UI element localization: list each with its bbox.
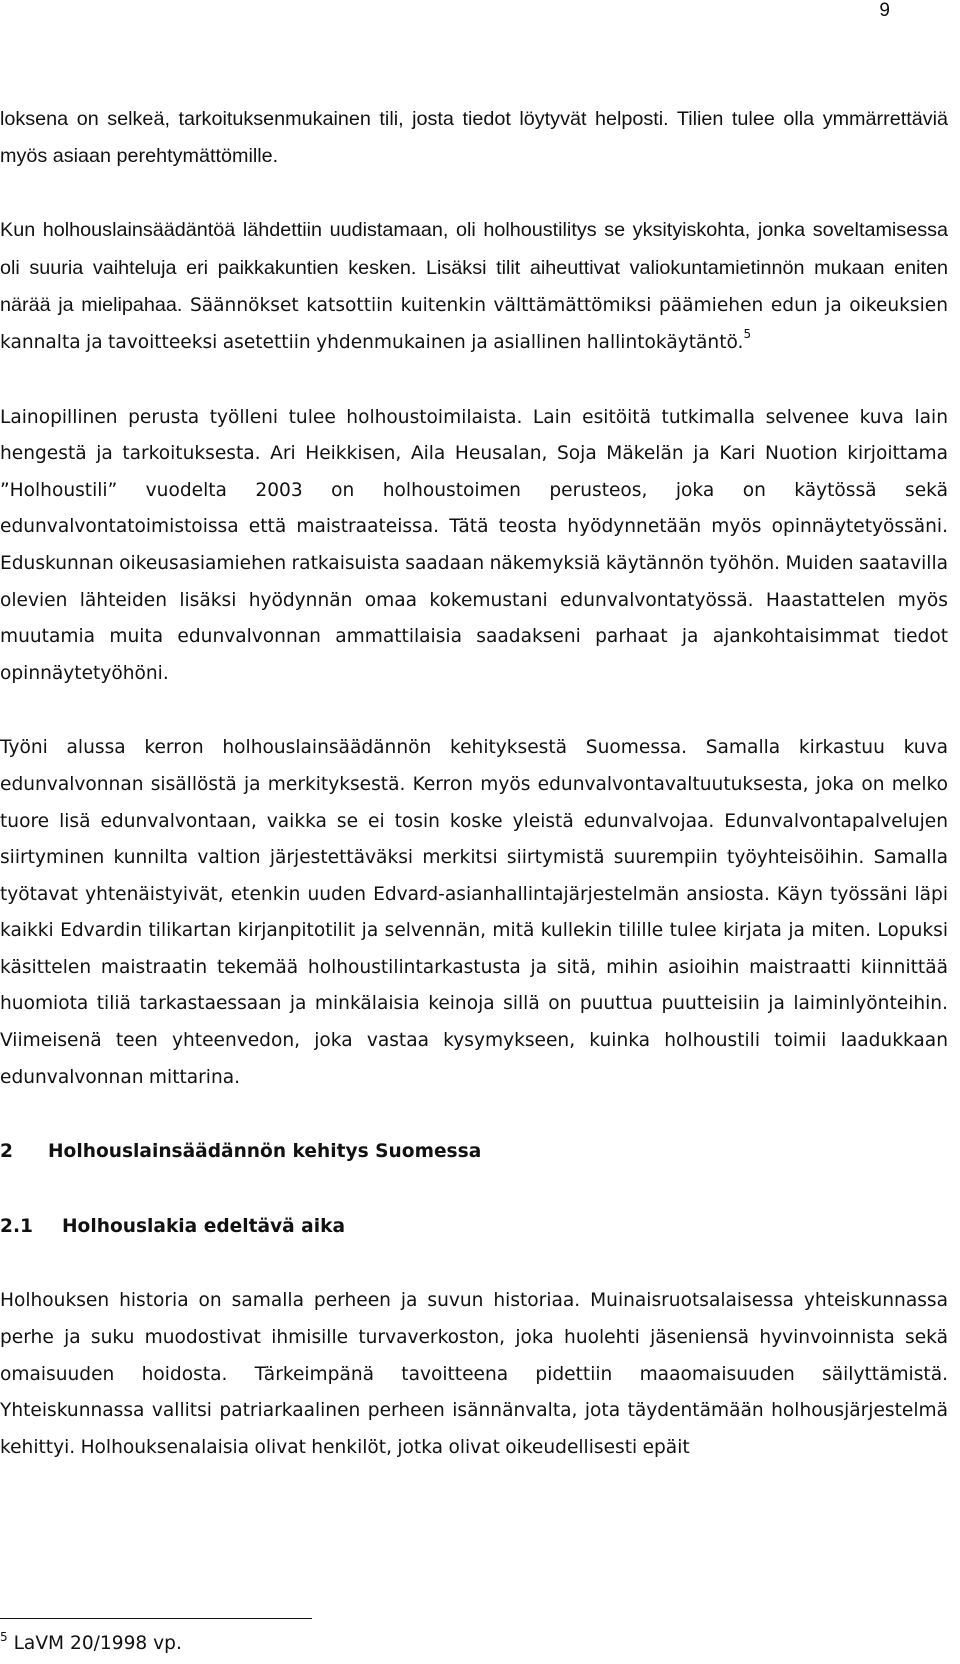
footnote-reference[interactable]: 5 xyxy=(743,326,752,341)
subsection-heading xyxy=(0,1209,948,1246)
page-number: 9 xyxy=(879,0,890,21)
subsection-title: Holhouslakia edeltävä aika xyxy=(62,1215,346,1237)
section-title: Holhouslainsäädännön kehitys Suomessa xyxy=(48,1141,482,1163)
paragraph-2-part-b: Säännökset katsottiin kuitenkin välttämättömiksi päämiehen edun ja oikeuksien kannalta ja tavoitteeksi asetettiin yhdenmukainen ja asiallinen hallintokäytäntö. xyxy=(0,295,948,353)
paragraph-5: Holhouksen historia on samalla perheen ja suvun historiaa. Muinaisruotsalaisessa yhteiskunnassa perhe ja suku muodostivat ihmisille turvaverkoston, joka huolehti jäseniensä hyvinvoinnista sekä omaisuuden hoidosta. Tärkeimpänä tavoitteena pidettiin maaomaisuuden säilyttämistä. Yhteiskunnassa vallitsi patriarkaalinen perheen isännänvalta, jota täydentämään holhousjärjestelmä kehittyi. Holhouksenalaisia olivat henkilöt, jotka olivat oikeudellisesti epäit xyxy=(0,1290,948,1458)
section-heading xyxy=(0,1134,948,1171)
paragraph-2 xyxy=(0,212,948,361)
paragraph-2-part-a: Kun holhouslainsäädäntöä lähdettiin uudistamaan, oli holhoustilitys se yksityiskohta, jonka soveltamisessa oli suuria vaihteluja eri paikkakuntien kesken. Lisäksi tilit aiheuttivat valiokuntamietinnön mukaan eniten närää ja mielipahaa. xyxy=(0,219,948,317)
subsection-number: 2.1 xyxy=(0,1215,33,1237)
footnote-text: LaVM 20/1998 vp. xyxy=(13,1633,182,1654)
paragraph-4: Työni alussa kerron holhouslainsäädännön kehityksestä Suomessa. Samalla kirkastuu kuva edunvalvonnan sisällöstä ja merkityksestä. Kerron myös edunvalvontavaltuutuksesta, joka on melko tuore lisä edunvalvontaan, vaikka se ei tosin koske yleistä edunvalvojaa. Edunvalvontapalvelujen siirtyminen kunnilta valtion järjestettäväksi merkitsi siirtymistä suurempiin työyhteisöihin. Samalla työtavat yhtenäistyivät, etenkin uuden Edvard-asianhallintajärjestelmän ansiosta. Käyn työssäni läpi kaikki Edvardin tilikartan kirjanpitotilit ja selvennän, mitä kullekin tilille tulee kirjata ja miten. Lopuksi käsittelen maistraatin tekemää holhoustilintarkastusta ja sitä, mihin asioihin maistraatti kiinnittää huomiota tiliä tarkastaessaan ja minkälaisia keinoja sillä on puuttua puutteisiin ja laiminlyönteihin. Viimeisenä teen yhteenvedon, joka vastaa kysymykseen, kuinka holhoustili toimii laadukkaan edunvalvonnan mittarina. xyxy=(0,737,948,1088)
footnote-number: 5 xyxy=(0,1630,8,1644)
footnote xyxy=(0,1632,182,1656)
paragraph-3: Lainopillinen perusta työlleni tulee holhoustoimilaista. Lain esitöitä tutkimalla selvenee kuva lain hengestä ja tarkoituksesta. Ari Heikkisen, Aila Heusalan, Soja Mäkelän ja Kari Nuotion kirjoittama ”Holhoustili” vuodelta 2003 on holhoustoimen perusteos, joka on käytössä sekä edunvalvontatoimistoissa että maistraateissa. Tätä teosta hyödynnetään myös opinnäytetyössäni. Eduskunnan oikeusasiamiehen ratkaisuista saadaan näkemyksiä käytännön työhön. Muiden saatavilla olevien lähteiden lisäksi hyödynnän omaa kokemustani edunvalvontatyössä. Haastattelen myös muutamia muita edunvalvonnan ammattilaisia saadakseni parhaat ja ajankohtaisimmat tiedot opinnäytetyöhöni. xyxy=(0,406,948,684)
section-number: 2 xyxy=(0,1141,13,1163)
paragraph-1: loksena on selkeä, tarkoituksenmukainen tili, josta tiedot löytyvät helposti. Tilien tulee olla ymmärrettäviä myös asiaan perehtymättömille. xyxy=(0,108,948,167)
document-body xyxy=(0,101,948,1466)
footnote-separator xyxy=(0,1618,312,1619)
